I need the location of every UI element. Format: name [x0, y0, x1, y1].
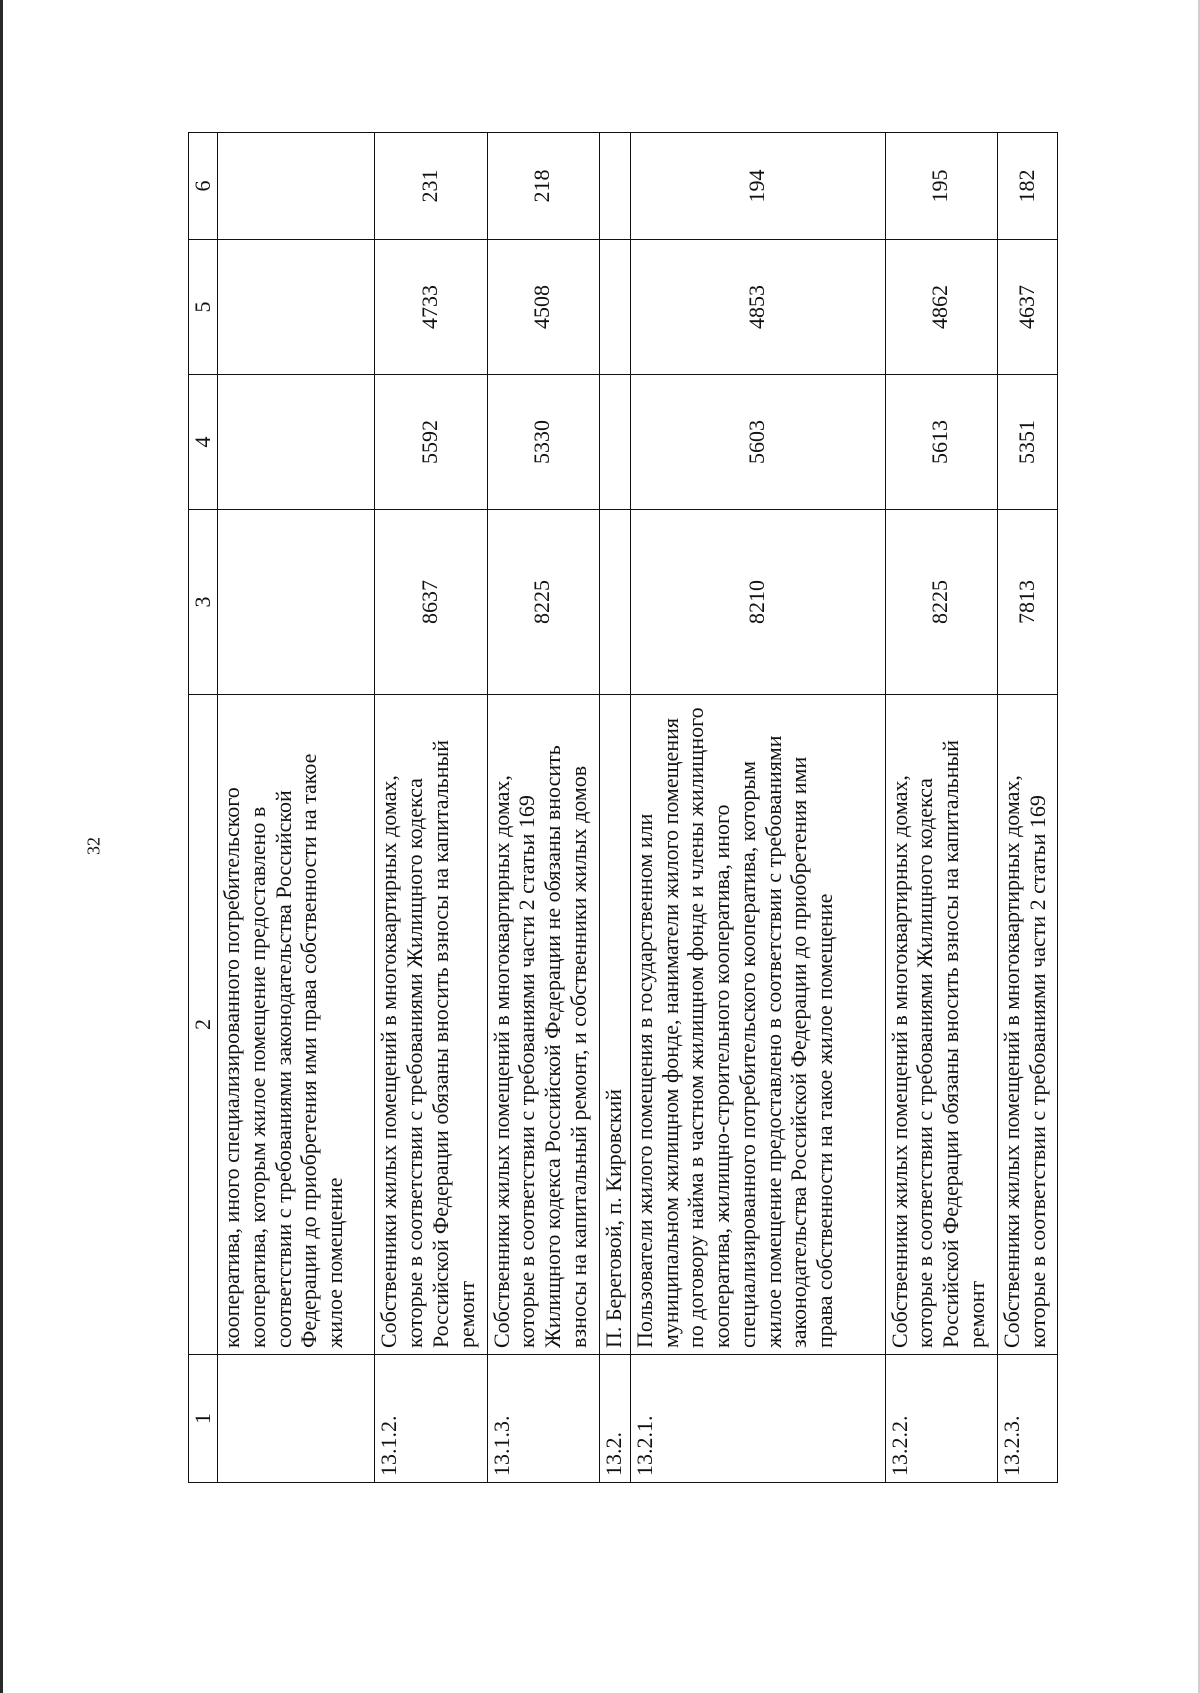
row-number: 13.2.1. [630, 1355, 885, 1483]
column-header: 6 [189, 133, 218, 240]
value-cell: 231 [375, 133, 487, 240]
value-cell: 8225 [487, 510, 599, 695]
scan-edge-left [0, 0, 3, 1693]
value-cell [218, 510, 375, 695]
value-cell [218, 133, 375, 240]
value-cell: 7813 [997, 510, 1057, 695]
value-cell: 195 [885, 133, 997, 240]
column-header: 4 [189, 375, 218, 510]
value-cell: 8210 [630, 510, 885, 695]
column-header: 1 [189, 1355, 218, 1483]
row-number: 13.2. [599, 1355, 630, 1483]
value-cell [599, 133, 630, 240]
value-cell [599, 240, 630, 375]
value-cell [599, 510, 630, 695]
page-number: 32 [83, 837, 104, 855]
row-description: Пользователи жилого помещения в государственном или муниципальном жилищном фонде, наниматели жилого помещения по договору найма в частном жилищном фонде и члены жилищного кооператива, жилищно-строительного кооператива, иного специализированного потребительского кооператива, которым жилое помещение предоставлено в соответствии с требованиями законодательства Российской Федерации до приобретения ими права собственности на такое жилое помещение [630, 695, 885, 1355]
table-row [218, 133, 375, 1483]
table-row [997, 133, 1057, 1483]
table-section-row [599, 133, 630, 1483]
table-row [375, 133, 487, 1483]
value-cell: 5613 [885, 375, 997, 510]
value-cell: 5592 [375, 375, 487, 510]
row-description: Собственники жилых помещений в многоквартирных домах, которые в соответствии с требованиями Жилищного кодекса Российской Федерации обязаны вносить взносы на капитальный ремонт [375, 695, 487, 1355]
row-description: Собственники жилых помещений в многоквартирных домах, которые в соответствии с требованиями Жилищного кодекса Российской Федерации обязаны вносить взносы на капитальный ремонт [885, 695, 997, 1355]
row-number: 13.1.3. [487, 1355, 599, 1483]
value-cell: 4853 [630, 240, 885, 375]
column-header: 5 [189, 240, 218, 375]
value-cell: 5351 [997, 375, 1057, 510]
table-row [630, 133, 885, 1483]
table-row [487, 133, 599, 1483]
row-number: 13.2.3. [997, 1355, 1057, 1483]
row-number: 13.1.2. [375, 1355, 487, 1483]
value-cell: 4637 [997, 240, 1057, 375]
tariff-table [188, 132, 1058, 1483]
value-cell [599, 375, 630, 510]
table-row [885, 133, 997, 1483]
value-cell: 218 [487, 133, 599, 240]
column-header: 2 [189, 695, 218, 1355]
value-cell: 4733 [375, 240, 487, 375]
row-description: Собственники жилых помещений в многоквартирных домах, которые в соответствии с требованиями части 2 статьи 169 [997, 695, 1057, 1355]
section-title: П. Береговой, п. Кировский [599, 695, 630, 1355]
row-description: кооператива, иного специализированного потребительского кооператива, которым жилое помещение предоставлено в соответствии с требованиями законодательства Российской Федерации до приобретения ими права собственности на такое жилое помещение [218, 695, 375, 1355]
rotated-table-container [188, 133, 1058, 1483]
value-cell [218, 375, 375, 510]
value-cell: 8225 [885, 510, 997, 695]
value-cell [218, 240, 375, 375]
row-description: Собственники жилых помещений в многоквартирных домах, которые в соответствии с требованиями части 2 статьи 169 Жилищного кодекса Российской Федерации не обязаны вносить взносы на капитальный ремонт, и собственники жилых домов [487, 695, 599, 1355]
value-cell: 4862 [885, 240, 997, 375]
value-cell: 182 [997, 133, 1057, 240]
row-number: 13.2.2. [885, 1355, 997, 1483]
value-cell: 8637 [375, 510, 487, 695]
value-cell: 4508 [487, 240, 599, 375]
table-header-row [189, 133, 218, 1483]
value-cell: 5330 [487, 375, 599, 510]
value-cell: 194 [630, 133, 885, 240]
column-header: 3 [189, 510, 218, 695]
value-cell: 5603 [630, 375, 885, 510]
row-number [218, 1355, 375, 1483]
